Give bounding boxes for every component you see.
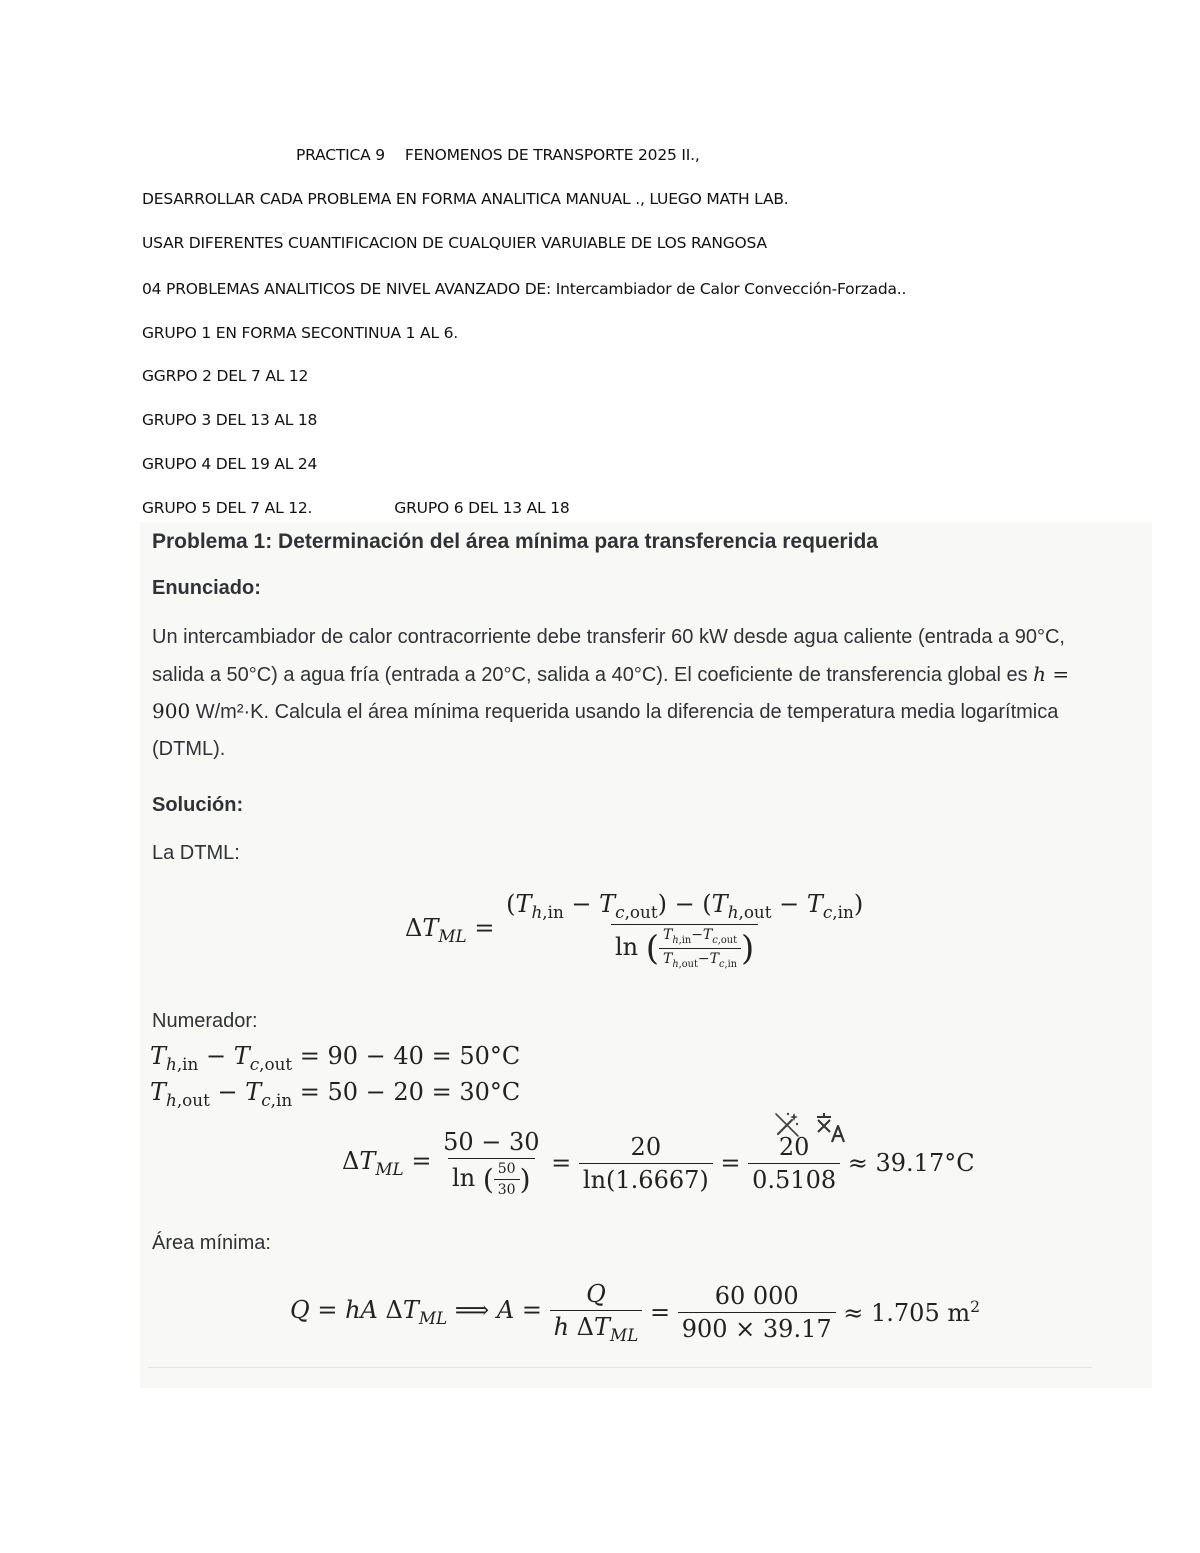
translate-icon[interactable] xyxy=(814,1110,848,1148)
card-divider xyxy=(148,1367,1092,1368)
numerator-line-2-value: = 50 − 20 = 30°C xyxy=(292,1078,521,1106)
calc-numerator-1: 50 − 30 xyxy=(443,1128,540,1156)
instruction-line-3: 04 PROBLEMAS ANALITICOS DE NIVEL AVANZADO DE: Intercambiador de Calor Convección-Forzada.. xyxy=(142,280,907,298)
statement-heading: Enunciado: xyxy=(152,577,261,599)
numerator-line-1: $T_{h,in} - T_{c,out} = 90 - 40 = 50^\circ C$ xyxy=(150,1042,521,1074)
statement-part-2: W/m²·K. Calcula el área mínima requerida usando la diferencia de temperatura media logarítmica (DTML). xyxy=(152,701,1059,760)
course-name: FENOMENOS DE TRANSPORTE 2025 II., xyxy=(404,146,700,164)
problem-card xyxy=(140,522,1152,1388)
calc-result: ≈ 39.17°C xyxy=(847,1149,975,1177)
group-6: GRUPO 6 DEL 13 AL 18 xyxy=(394,499,570,517)
numerator-line-1-value: = 90 − 40 = 50°C xyxy=(292,1042,521,1070)
calc-denominator-2: ln(1.6667) xyxy=(579,1163,713,1194)
group-2-line: GGRPO 2 DEL 7 AL 12 xyxy=(142,367,309,385)
group-3-line: GRUPO 3 DEL 13 AL 18 xyxy=(142,411,318,429)
calc-denominator-3: 0.5108 xyxy=(748,1163,840,1194)
area-numerator: 60 000 xyxy=(714,1281,799,1310)
statement-h-variable: h xyxy=(1033,661,1047,686)
numerator-label: Numerador: xyxy=(152,1010,258,1032)
area-denominator: 900 × 39.17 xyxy=(678,1312,836,1343)
group-1-line: GRUPO 1 EN FORMA SECONTINUA 1 AL 6. xyxy=(142,324,458,342)
area-label: Área mínima: xyxy=(152,1232,271,1254)
calc-numerator-2: 20 xyxy=(630,1132,662,1161)
dtml-intro: La DTML: xyxy=(152,842,240,864)
area-result: ≈ 1.705 m xyxy=(843,1298,971,1327)
magic-wand-icon[interactable] xyxy=(772,1110,802,1144)
practice-title xyxy=(296,146,700,164)
group-4-line: GRUPO 4 DEL 19 AL 24 xyxy=(142,455,318,473)
problem-title: Problema 1: Determinación del área mínima para transferencia requerida xyxy=(152,530,878,553)
numerator-line-2: $T_{h,out} - T_{c,in} = 50 - 20 = 30^\circ C$ xyxy=(150,1078,521,1110)
statement-part-1: Un intercambiador de calor contracorriente debe transferir 60 kW desde agua caliente (entrada a 90°C, salida a 50°C) a agua fría (entrada a 20°C, salida a 40°C). El coeficiente de transferencia global es xyxy=(152,626,1065,686)
floating-toolbar xyxy=(762,1104,852,1154)
solution-heading: Solución: xyxy=(152,794,244,816)
area-formula: Q = hA $\Delta T_{ML}$ ⟹ A = $\frac{Q}{h \Delta T_{ML}}$ = $\frac{60 000}{900 \times 39.17}$ ≈ 1.705 $m^2$ xyxy=(290,1280,981,1345)
calc-numerator-3: 20 xyxy=(778,1132,810,1161)
statement-h-value: = 900 xyxy=(152,661,1070,723)
instruction-line-2: USAR DIFERENTES CUANTIFICACION DE CUALQUIER VARUIABLE DE LOS RANGOSA xyxy=(142,234,767,252)
practice-number: PRACTICA 9 xyxy=(296,146,385,164)
statement-text xyxy=(152,619,1092,767)
area-unit-exponent: 2 xyxy=(970,1297,981,1316)
group-5-6-line xyxy=(142,499,570,517)
instruction-line-1: DESARROLLAR CADA PROBLEMA EN FORMA ANALITICA MANUAL ., LUEGO MATH LAB. xyxy=(142,190,789,208)
dtml-formula: $\Delta T_{ML}$ = $(T_{h,in} - T_{c,out}) - (T_{h,out} - T_{c,in})$ ln ( $\frac{T_{h,in}-T_{c,out}}{T_{h,out}-T_{c,in}}$ ) xyxy=(405,890,864,970)
dtml-calculation: $\Delta T_{ML}$ = 50 − 30 ln ( $\frac{50}{30}$ ) = $\frac{20}{\ln(1.6667)}$ = $\frac{20}{0.5108}$ ≈ 39.17°C xyxy=(342,1128,975,1198)
group-5: GRUPO 5 DEL 7 AL 12. xyxy=(142,499,313,517)
